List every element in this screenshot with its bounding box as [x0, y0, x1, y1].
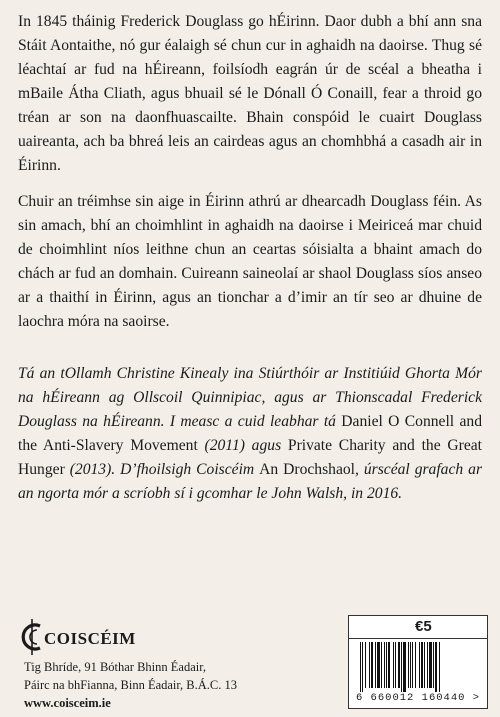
barcode-bar: [395, 642, 396, 688]
paragraph-intro: In 1845 tháinig Frederick Douglass go hÉirinn. Daor dubh a bhí ann sna Stáit Aontaithe, nó gur éalaigh sé chun cur in aghaidh na daoirse. Thug sé léachtaí ar fud na hÉireann, foilsíodh eagrán úr de scéal a bheatha i mBaile Átha Cliath, agus bhuail sé le Dónall Ó Conaill, fear a throid go tréan ar son na daonfhuascailte. Bhain conspóid le cuairt Douglass uaireanta, ach ba bhreá leis an cairdeas agus an chomhbhá a casadh air in Éirinn.: [18, 13, 482, 174]
barcode-bar: [421, 642, 423, 688]
price-row: [349, 616, 487, 639]
website-link[interactable]: www.coisceim.ie: [24, 696, 111, 710]
publisher-name: COISCÉIM: [44, 629, 136, 648]
barcode-bar: [403, 642, 406, 692]
paragraph-impact: Chuir an tréimhse sin aige in Éirinn athrú ar dhearcadh Douglass féin. As sin amach, bhí an choimhlint in aghaidh na daoirse i Meiriceá mar chuid de choimhlint níos leithne chun an ceartas sóisialta a bhaint amach do chách ar fud an domhain. Cuireann saineolaí ar shaol Douglass síos anseo ar a thaithí in Éirinn, agus an tionchar a d’imir an tír seo ar dhuine de laochra móra na saoirse.: [18, 193, 482, 330]
barcode-bar: [393, 642, 394, 688]
book-title: An Drochshaol: [259, 461, 355, 478]
barcode-bar: [408, 642, 409, 688]
barcode-bar: [398, 642, 400, 688]
barcode-bar: [433, 642, 434, 688]
book-title: Daniel O Connell and the Anti-Slavery Movement: [18, 413, 482, 454]
barcode-bar: [377, 642, 380, 688]
bio-text: (2011) agus: [197, 437, 288, 454]
barcode-bar: [360, 642, 361, 692]
barcode-bar: [439, 642, 440, 692]
barcode-bar: [429, 642, 432, 688]
barcode-bar: [424, 642, 425, 688]
barcode-bar: [415, 642, 416, 688]
barcode-bar: [401, 642, 402, 692]
book-title: Private Charity and the Great Hunger: [18, 437, 482, 478]
barcode-bar: [412, 642, 413, 688]
barcode-bar: [388, 642, 390, 688]
barcode-bar: [381, 642, 382, 688]
barcode-bar: [371, 642, 373, 688]
bio-text: (2013). D’fhoilsigh Coiscéim: [64, 461, 260, 478]
bio-text: , úrscéal grafach ar an ngorta mór a scríobh sí i gcomhar le John Walsh, in 2016.: [18, 461, 483, 502]
price-label: €5: [415, 618, 432, 635]
bio-text: Tá an tOllamh Christine Kinealy ina Stiúrthóir ar Institiúid Ghorta Mór na hÉireann ag Ollscoil Quinnipiac, agus ar Thionscadal Frederick Douglass na hÉireann. I measc a cuid leabhar tá: [18, 365, 482, 430]
paragraph-author-bio: [18, 362, 482, 506]
barcode-bar: [384, 642, 385, 688]
address-line: Páirc na bhFianna, Binn Éadair, B.Á.C. 13: [24, 678, 238, 692]
barcode-number: 6 660012 160440 >: [355, 692, 481, 704]
address-line: Tig Bhríde, 91 Bóthar Bhinn Éadair,: [24, 660, 207, 674]
barcode-bar: [435, 642, 437, 692]
barcode-bar: [410, 642, 411, 688]
barcode-bar: [427, 642, 428, 688]
barcode-bar: [419, 642, 420, 688]
barcode-bar: [375, 642, 376, 688]
barcode-bar: [362, 642, 363, 692]
barcode-bars: [358, 642, 480, 694]
barcode-bar: [369, 642, 370, 688]
barcode-bar: [386, 642, 387, 688]
barcode-panel: [348, 615, 488, 709]
barcode-bar: [365, 642, 366, 688]
